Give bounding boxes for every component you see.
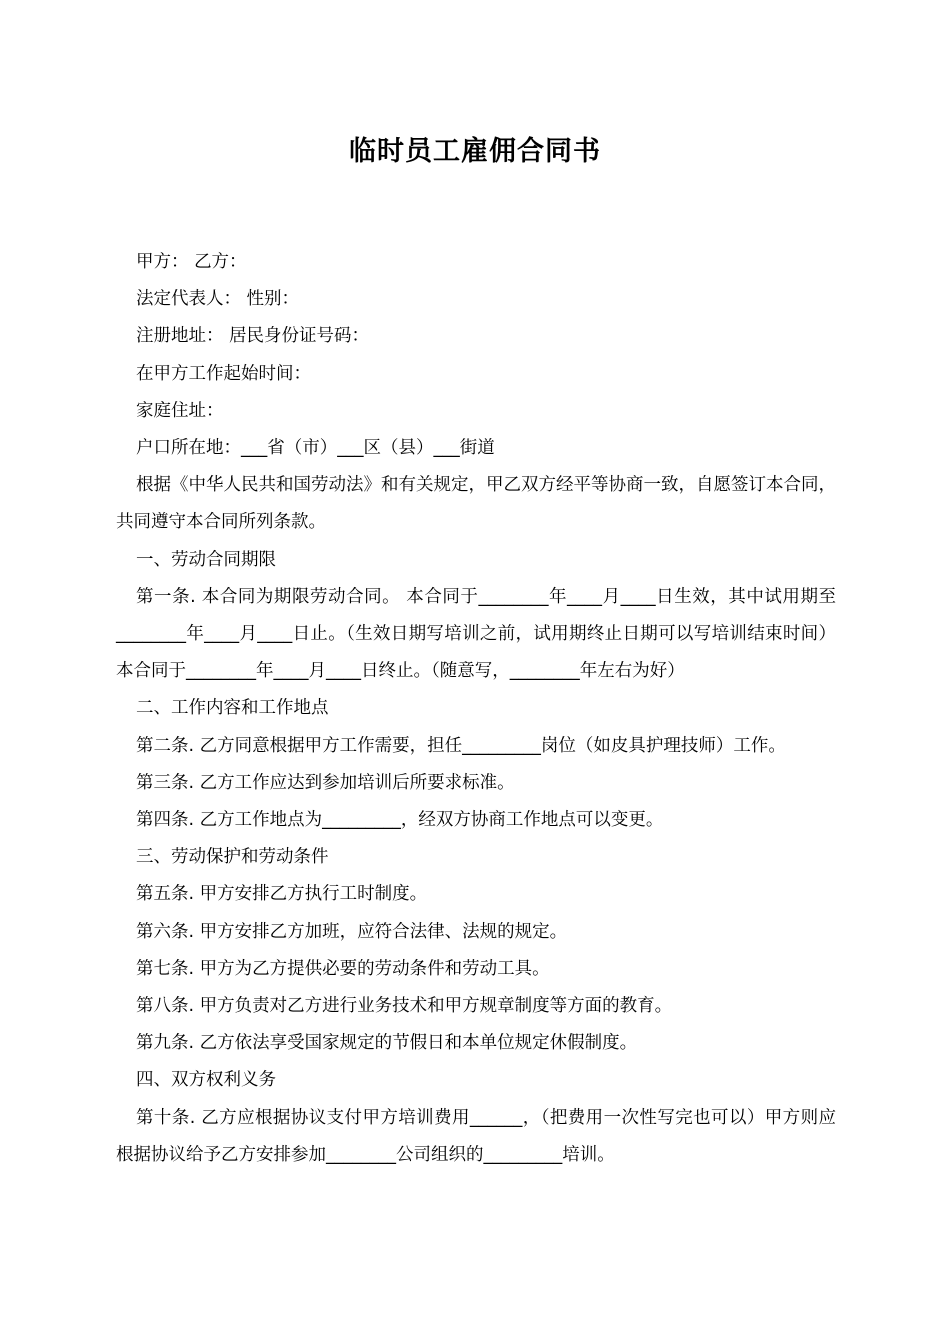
article-2: 第二条. 乙方同意根据甲方工作需要，担任_________岗位（如皮具护理技师）工作。 — [136, 735, 786, 756]
representative-line: 法定代表人： 性别： — [136, 289, 300, 310]
article-9: 第九条. 乙方依法享受国家规定的节假日和本单位规定休假制度。 — [136, 1033, 638, 1054]
home-address-line: 家庭住址： — [136, 400, 224, 421]
article-3: 第三条. 乙方工作应达到参加培训后所要求标准。 — [136, 772, 515, 793]
article-8: 第八条. 甲方负责对乙方进行业务技术和甲方规章制度等方面的教育。 — [136, 996, 673, 1017]
preamble-paragraph: 根据《中华人民共和国劳动法》和有关规定，甲乙双方经平等协商一致，自愿签订本合同，共同遵守本合同所列条款。 — [116, 475, 836, 533]
article-7: 第七条. 甲方为乙方提供必要的劳动条件和劳动工具。 — [136, 958, 550, 979]
article-1: 第一条. 本合同为期限劳动合同。 本合同于________年____月____日生效，其中试用期至________年____月____日止。（生效日期写培训之前，试用期终止日期可以写培训结束时间）本合同于________年____月____日终止。（随意写，________年左右为好） — [116, 586, 836, 682]
household-registration-line: 户口所在地：___省（市）___区（县）___街道 — [136, 438, 495, 459]
document-body — [116, 244, 836, 1174]
article-10: 第十条. 乙方应根据协议支付甲方培训费用______，（把费用一次性写完也可以）甲方则应根据协议给予乙方安排参加________公司组织的_________培训。 — [116, 1107, 836, 1165]
address-line: 注册地址： 居民身份证号码： — [136, 326, 370, 347]
section-heading-rights: 四、双方权利义务 — [136, 1070, 276, 1091]
article-5: 第五条. 甲方安排乙方执行工时制度。 — [136, 884, 428, 905]
document-title: 临时员工雇佣合同书 — [349, 136, 601, 167]
article-6: 第六条. 甲方安排乙方加班，应符合法律、法规的规定。 — [136, 921, 568, 942]
section-heading-work: 二、工作内容和工作地点 — [136, 698, 329, 719]
section-heading-protection: 三、劳动保护和劳动条件 — [136, 847, 329, 868]
article-4: 第四条. 乙方工作地点为_________，经双方协商工作地点可以变更。 — [136, 810, 664, 831]
party-line: 甲方： 乙方： — [136, 252, 247, 272]
start-time-line: 在甲方工作起始时间： — [136, 363, 311, 384]
section-heading-term: 一、劳动合同期限 — [136, 549, 276, 570]
